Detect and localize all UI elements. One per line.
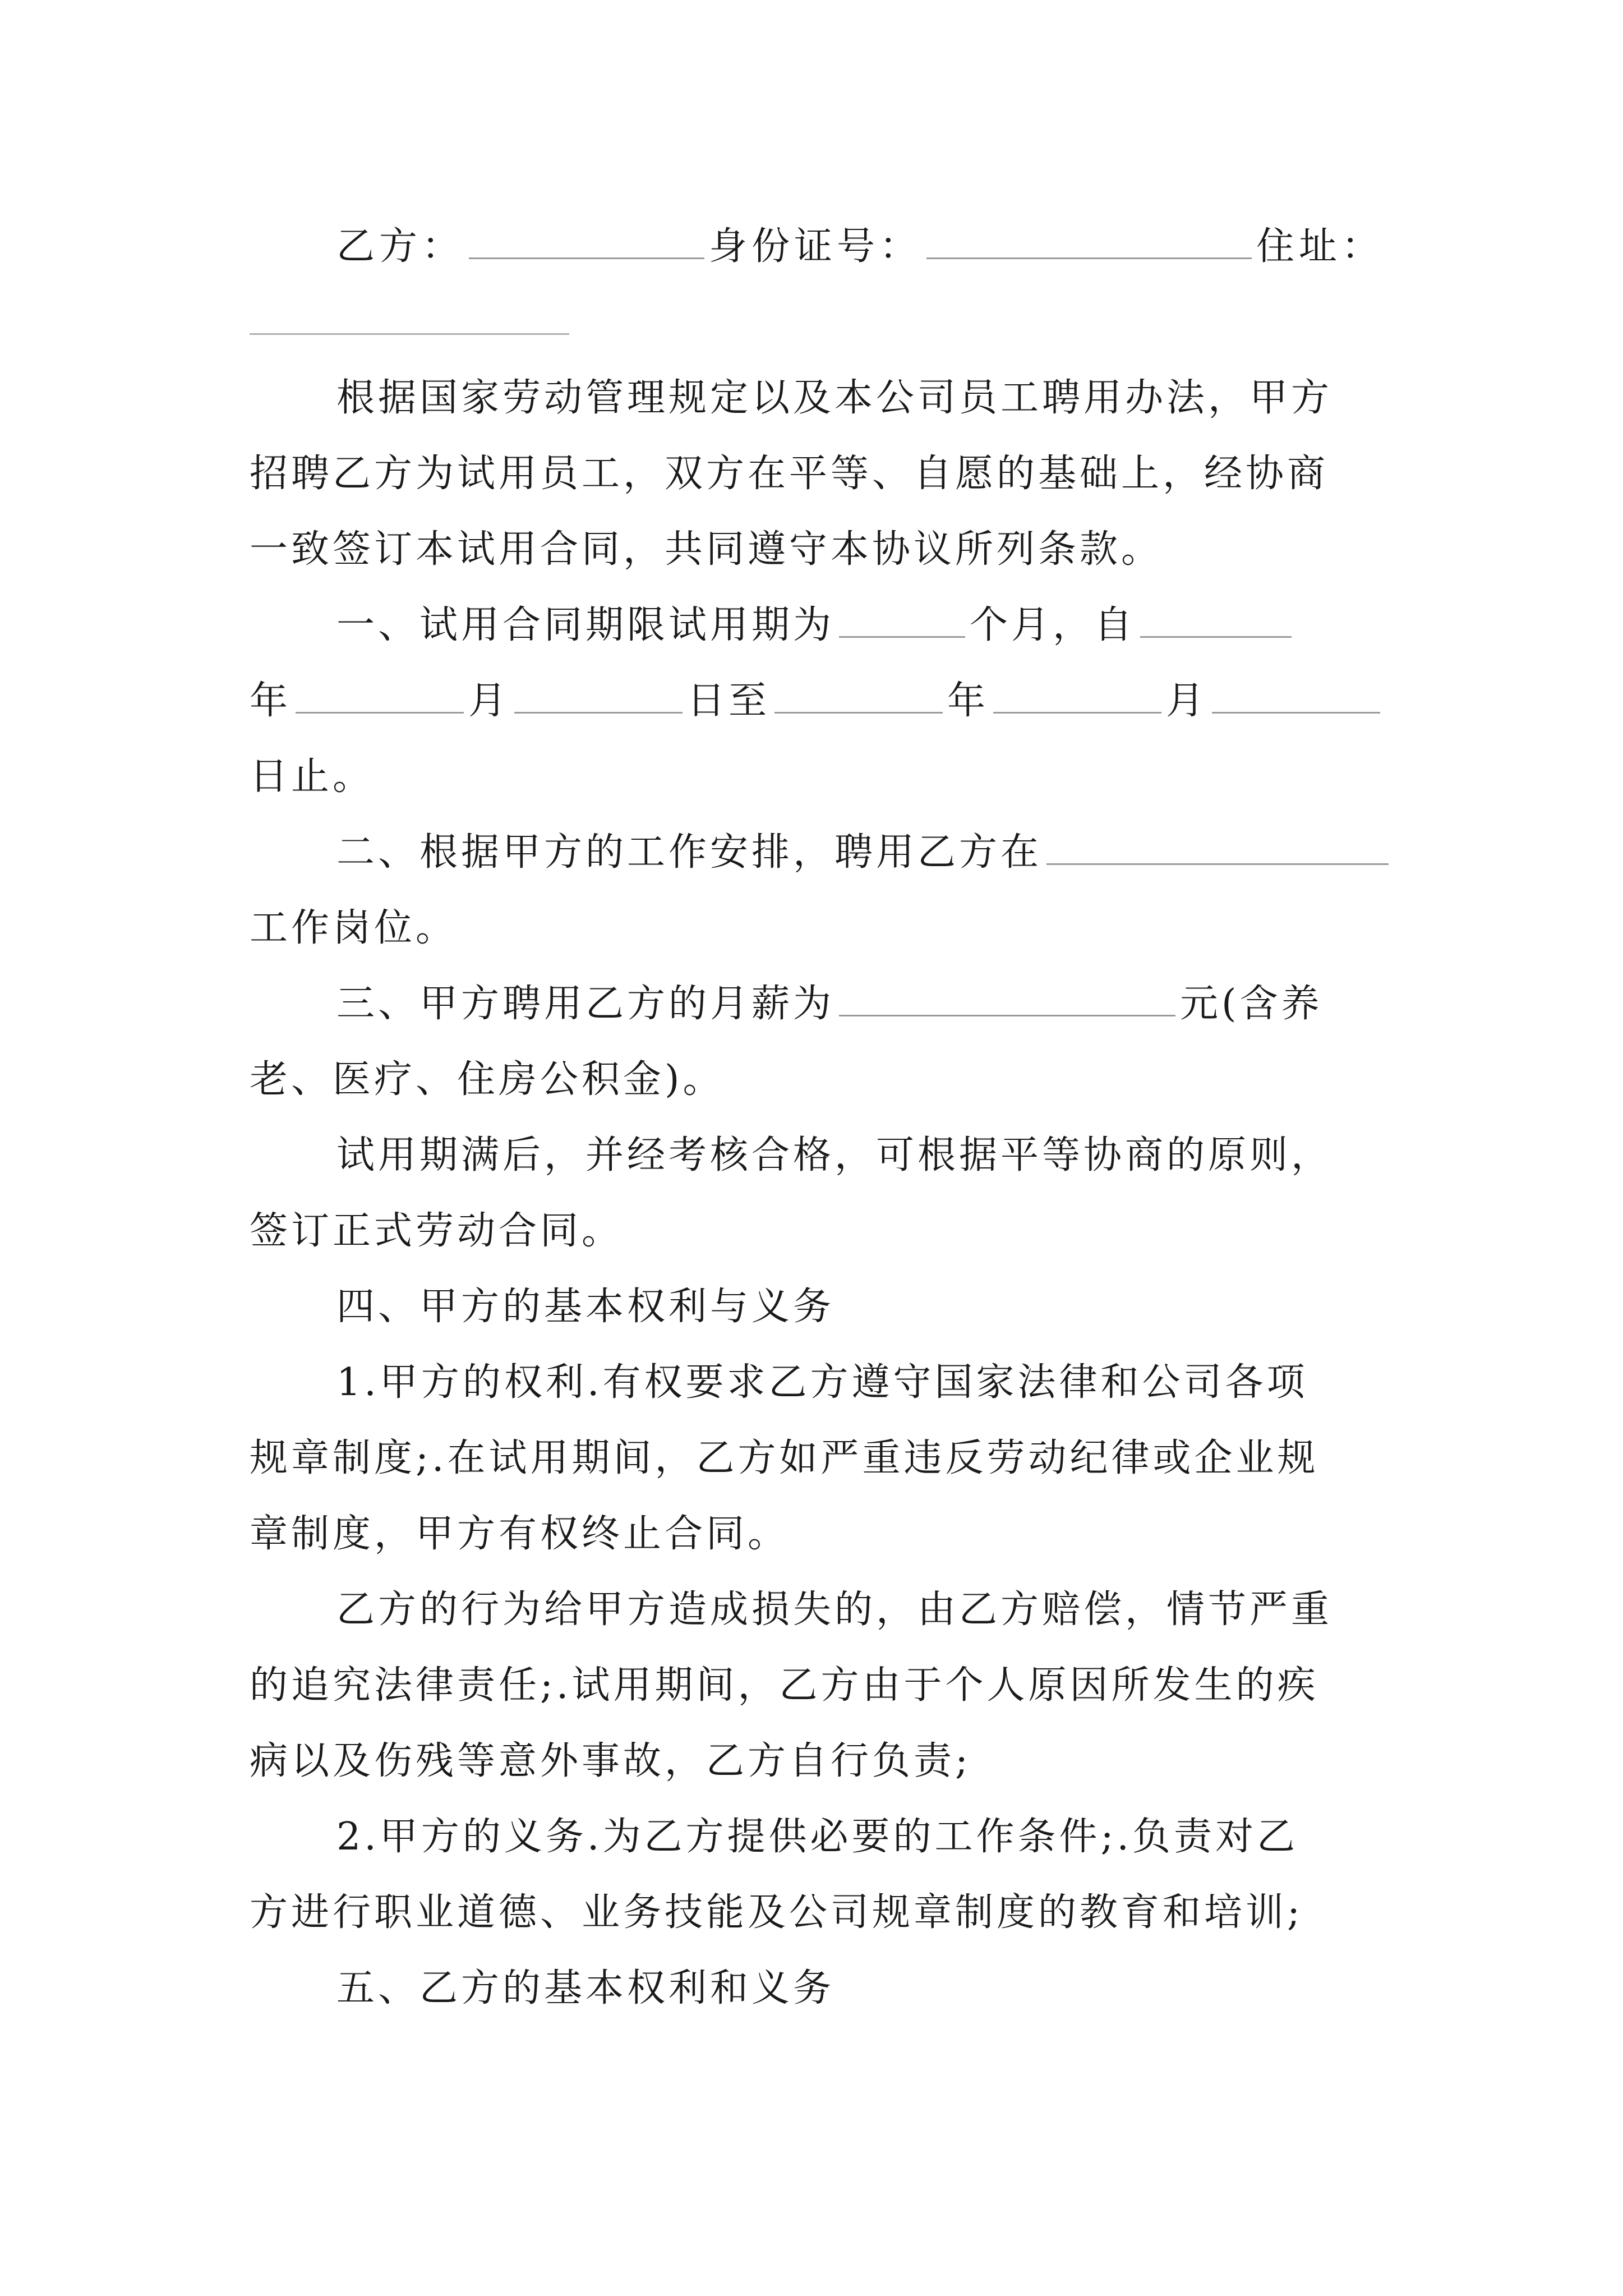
year-label-1: 年 xyxy=(250,679,292,723)
clause4-2-line-1: 2.甲方的义务.为乙方提供必要的工作条件;.负责对乙 xyxy=(336,1815,1299,1859)
clause5-title: 五、乙方的基本权利和义务 xyxy=(336,1966,835,2010)
clause2-line-2: 工作岗位。 xyxy=(250,906,458,950)
intro-line-3: 一致签订本试用合同，共同遵守本协议所列条款。 xyxy=(250,527,1163,572)
party-b-label: 乙方： xyxy=(336,224,465,269)
address-label: 住址： xyxy=(1256,224,1385,269)
clause1-text-b: 个月，自 xyxy=(970,603,1136,647)
clause1-text-a: 一、试用合同期限试用期为 xyxy=(336,603,835,647)
after-trial-line-1: 试用期满后，并经考核合格，可根据平等协商的原则， xyxy=(336,1133,1333,1177)
intro-line-2: 招聘乙方为试用员工，双方在平等、自愿的基础上，经协商 xyxy=(250,452,1329,496)
day-to-label: 日至 xyxy=(687,679,771,723)
month-label-2: 月 xyxy=(1166,679,1208,723)
address-blank-line xyxy=(250,292,1394,353)
start-day-blank xyxy=(514,671,683,714)
clause3-line-2: 老、医疗、住房公积金)。 xyxy=(250,1057,725,1102)
intro-line-1: 根据国家劳动管理规定以及本公司员工聘用办法，甲方 xyxy=(336,376,1333,420)
year-label-2: 年 xyxy=(947,679,989,723)
end-day-blank xyxy=(1212,671,1380,714)
clause4-1b-line-3: 病以及伤残等意外事故，乙方自行负责; xyxy=(250,1739,971,1783)
trial-months-blank xyxy=(839,596,965,638)
id-number-blank xyxy=(926,217,1252,259)
salary-blank xyxy=(839,974,1175,1016)
address-blank xyxy=(250,293,569,335)
clause3-text-a: 三、甲方聘用乙方的月薪为 xyxy=(336,982,835,1026)
after-trial-line-2: 签订正式劳动合同。 xyxy=(250,1209,624,1253)
clause2-text-a: 二、根据甲方的工作安排，聘用乙方在 xyxy=(336,830,1043,875)
end-month-blank xyxy=(993,671,1161,714)
clause4-1b-line-2: 的追究法律责任;.试用期间，乙方由于个人原因所发生的疾 xyxy=(250,1663,1319,1708)
start-month-blank xyxy=(296,671,464,714)
clause2-line-1 xyxy=(336,822,1394,884)
clause4-2-line-2: 方进行职业道德、业务技能及公司规章制度的教育和培训; xyxy=(250,1890,1303,1935)
party-b-blank xyxy=(469,217,704,259)
clause3-text-b: 元(含养 xyxy=(1180,982,1323,1026)
clause4-title: 四、甲方的基本权利与义务 xyxy=(336,1285,835,1329)
id-number-label: 身份证号： xyxy=(709,224,923,269)
month-label-1: 月 xyxy=(468,679,510,723)
clause1-line-3: 日止。 xyxy=(250,754,375,799)
position-blank xyxy=(1046,823,1389,865)
clause3-line-1 xyxy=(336,973,1394,1035)
clause4-1b-line-1: 乙方的行为给甲方造成损失的，由乙方赔偿，情节严重 xyxy=(336,1588,1333,1632)
clause1-line-1 xyxy=(336,595,1394,656)
clause4-1-line-3: 章制度，甲方有权终止合同。 xyxy=(250,1512,790,1556)
clause4-1-line-1: 1.甲方的权利.有权要求乙方遵守国家法律和公司各项 xyxy=(336,1360,1308,1405)
clause1-line-2 xyxy=(250,670,1394,732)
start-year-blank xyxy=(1140,596,1292,638)
end-year-blank xyxy=(774,671,943,714)
clause4-1-line-2: 规章制度;.在试用期间，乙方如严重违反劳动纪律或企业规 xyxy=(250,1436,1319,1480)
party-b-line xyxy=(336,216,1394,278)
